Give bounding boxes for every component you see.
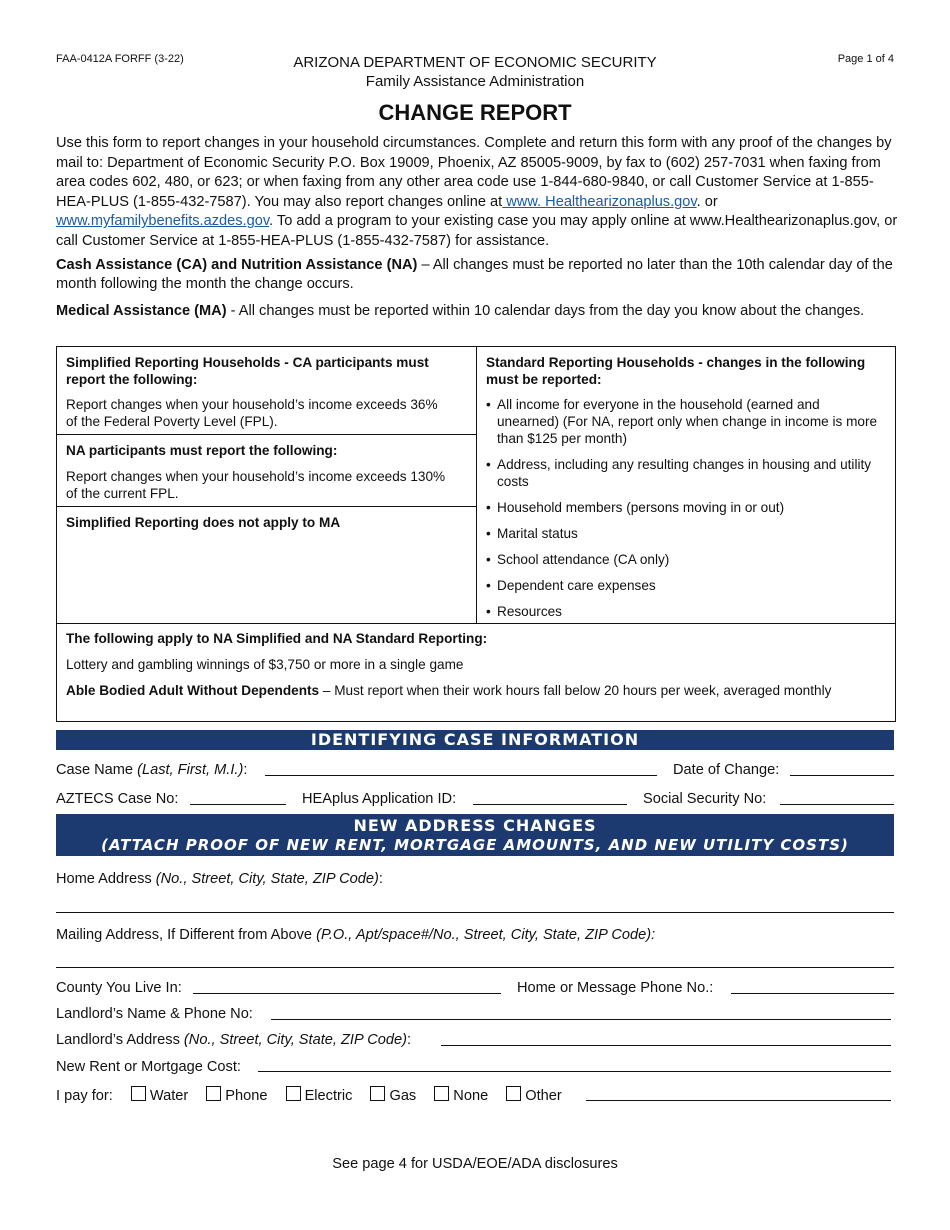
county-field[interactable] xyxy=(193,993,501,994)
landlord-address-label: Landlord’s Address (No., Street, City, State, ZIP Code): xyxy=(56,1032,412,1048)
mailing-address-label: Mailing Address, If Different from Above (P.O., Apt/space#/No., Street, City, State, ZIP Code): xyxy=(56,927,656,943)
water-checkbox[interactable]: Water xyxy=(131,1088,188,1104)
na-heading: NA participants must report the following: xyxy=(66,443,338,458)
home-address-hint: (No., Street, City, State, ZIP Code) xyxy=(155,871,379,887)
landlord-address-hint: (No., Street, City, State, ZIP Code) xyxy=(183,1032,407,1048)
landlord-name-field[interactable] xyxy=(271,1019,891,1020)
heaplus-id-field[interactable] xyxy=(473,804,627,805)
mailing-address-hint: (P.O., Apt/space#/No., Street, City, State, ZIP Code): xyxy=(316,927,656,943)
standard-heading: Standard Reporting Households - changes in the following must be reported: xyxy=(486,355,866,387)
ssn-field[interactable] xyxy=(780,804,894,805)
aztecs-case-label: AZTECS Case No: xyxy=(56,791,179,807)
ma-rule-text: - All changes must be reported within 10 calendar days from the day you know about the changes. xyxy=(226,303,865,319)
case-name-hint: (Last, First, M.I.) xyxy=(137,762,244,778)
ca-na-rule-title: Cash Assistance (CA) and Nutrition Assistance (NA) xyxy=(56,257,418,273)
intro-text-3: . To add a program to your existing case you may apply online at www.Healthearizonaplus.gov, or call Customer Service at 1-855-HEA-PLUS (1-855-432-7587) for assistance. xyxy=(56,213,898,249)
myfamilybenefits-link[interactable]: www.myfamilybenefits.azdes.gov xyxy=(56,213,270,230)
intro-paragraph xyxy=(56,134,898,252)
abawd-title: Able Bodied Adult Without Dependents xyxy=(66,683,320,698)
simplified-ca-text: Report changes when your household’s income exceeds 36% of the Federal Poverty Level (FPL). xyxy=(66,397,438,429)
list-item: • Dependent care expenses xyxy=(486,577,884,594)
phone-label: Home or Message Phone No.: xyxy=(517,980,714,996)
address-subheading: (ATTACH PROOF OF NEW RENT, MORTGAGE AMOUNTS, AND NEW UTILITY COSTS) xyxy=(101,836,849,854)
home-address-label: Home Address (No., Street, City, State, ZIP Code): xyxy=(56,871,383,887)
date-of-change-field[interactable] xyxy=(790,775,894,776)
ca-na-rule-text: – All changes must be reported no later than the 10th calendar day of the month following the month the change occurs. xyxy=(56,257,893,292)
phone-checkbox[interactable]: Phone xyxy=(206,1088,267,1104)
list-item: • All income for everyone in the household (earned and unearned) (For NA, report only when change in income is more than $125 per month) xyxy=(486,396,884,447)
gas-checkbox[interactable]: Gas xyxy=(370,1088,416,1104)
intro-text-1: Use this form to report changes in your household circumstances. Complete and return this form with any proof of the changes by mail to: Department of Economic Security P.O. Box 19009, Phoenix, AZ 85005-9009, by fax to (602) 257-7031 when faxing from area codes 602, 480, or 623; or when faxing from any other area code use 1-844-680-9840, or call Customer Service at 1-855-HEA-PLUS (1-855-432-7587). You may also report changes online at xyxy=(56,135,892,210)
mailing-address-field[interactable] xyxy=(56,967,894,968)
page-number: Page 1 of 4 xyxy=(837,53,894,65)
table-row-divider xyxy=(57,434,476,435)
landlord-address-field[interactable] xyxy=(441,1045,891,1046)
list-item: • Household members (persons moving in or out) xyxy=(486,499,884,516)
ma-rule xyxy=(56,302,898,321)
standard-list xyxy=(486,396,884,629)
na-apply-box xyxy=(56,622,896,722)
aztecs-case-field[interactable] xyxy=(190,804,286,805)
i-pay-for-label: I pay for: xyxy=(56,1088,113,1104)
form-id: FAA-0412A FORFF (3-22) xyxy=(56,53,184,65)
rent-label: New Rent or Mortgage Cost: xyxy=(56,1059,241,1075)
list-item: • Address, including any resulting changes in housing and utility costs xyxy=(486,456,884,490)
footer-disclosure: See page 4 for USDA/EOE/ADA disclosures xyxy=(332,1156,618,1172)
na-text: Report changes when your household’s income exceeds 130% of the current FPL. xyxy=(66,469,446,501)
abawd-text xyxy=(66,682,876,699)
date-of-change-label: Date of Change: xyxy=(673,762,780,778)
ca-na-rule xyxy=(56,256,898,294)
ssn-label: Social Security No: xyxy=(643,791,767,807)
electric-checkbox[interactable]: Electric xyxy=(286,1088,353,1104)
list-item: • Resources xyxy=(486,603,884,620)
ma-heading: Simplified Reporting does not apply to MA xyxy=(66,515,341,530)
case-info-heading: IDENTIFYING CASE INFORMATION xyxy=(56,730,894,750)
table-row-divider xyxy=(57,506,476,507)
list-item: • School attendance (CA only) xyxy=(486,551,884,568)
agency-name: ARIZONA DEPARTMENT OF ECONOMIC SECURITY xyxy=(293,54,657,71)
na-apply-heading: The following apply to NA Simplified and NA Standard Reporting: xyxy=(66,631,488,646)
table-divider xyxy=(476,347,477,623)
address-heading: NEW ADDRESS CHANGES xyxy=(353,816,597,835)
ma-rule-title: Medical Assistance (MA) xyxy=(56,303,227,319)
lottery-text: Lottery and gambling winnings of $3,750 or more in a single game xyxy=(66,657,464,672)
division-name: Family Assistance Administration xyxy=(365,73,585,90)
other-utility-field[interactable] xyxy=(586,1100,891,1101)
rent-field[interactable] xyxy=(258,1071,891,1072)
heaplus-id-label: HEAplus Application ID: xyxy=(302,791,457,807)
list-item: • Marital status xyxy=(486,525,884,542)
home-address-field[interactable] xyxy=(56,912,894,913)
i-pay-for-row xyxy=(56,1086,562,1105)
reporting-table xyxy=(56,346,896,624)
case-name-label: Case Name (Last, First, M.I.): xyxy=(56,762,248,778)
landlord-name-label: Landlord’s Name & Phone No: xyxy=(56,1006,253,1022)
healthearizonaplus-link[interactable]: www. Healthearizonaplus.gov xyxy=(502,193,697,210)
none-checkbox[interactable]: None xyxy=(434,1088,488,1104)
page-title: CHANGE REPORT xyxy=(378,100,572,125)
intro-text-2: . or xyxy=(696,193,718,210)
phone-field[interactable] xyxy=(731,993,894,994)
simplified-ca-heading: Simplified Reporting Households - CA participants must report the following: xyxy=(66,355,429,387)
county-label: County You Live In: xyxy=(56,980,182,996)
abawd-description: – Must report when their work hours fall below 20 hours per week, averaged monthly xyxy=(319,683,832,698)
address-heading-bar xyxy=(56,814,894,856)
case-name-field[interactable] xyxy=(265,775,657,776)
other-checkbox[interactable]: Other xyxy=(506,1088,562,1104)
agency-header xyxy=(0,53,950,91)
